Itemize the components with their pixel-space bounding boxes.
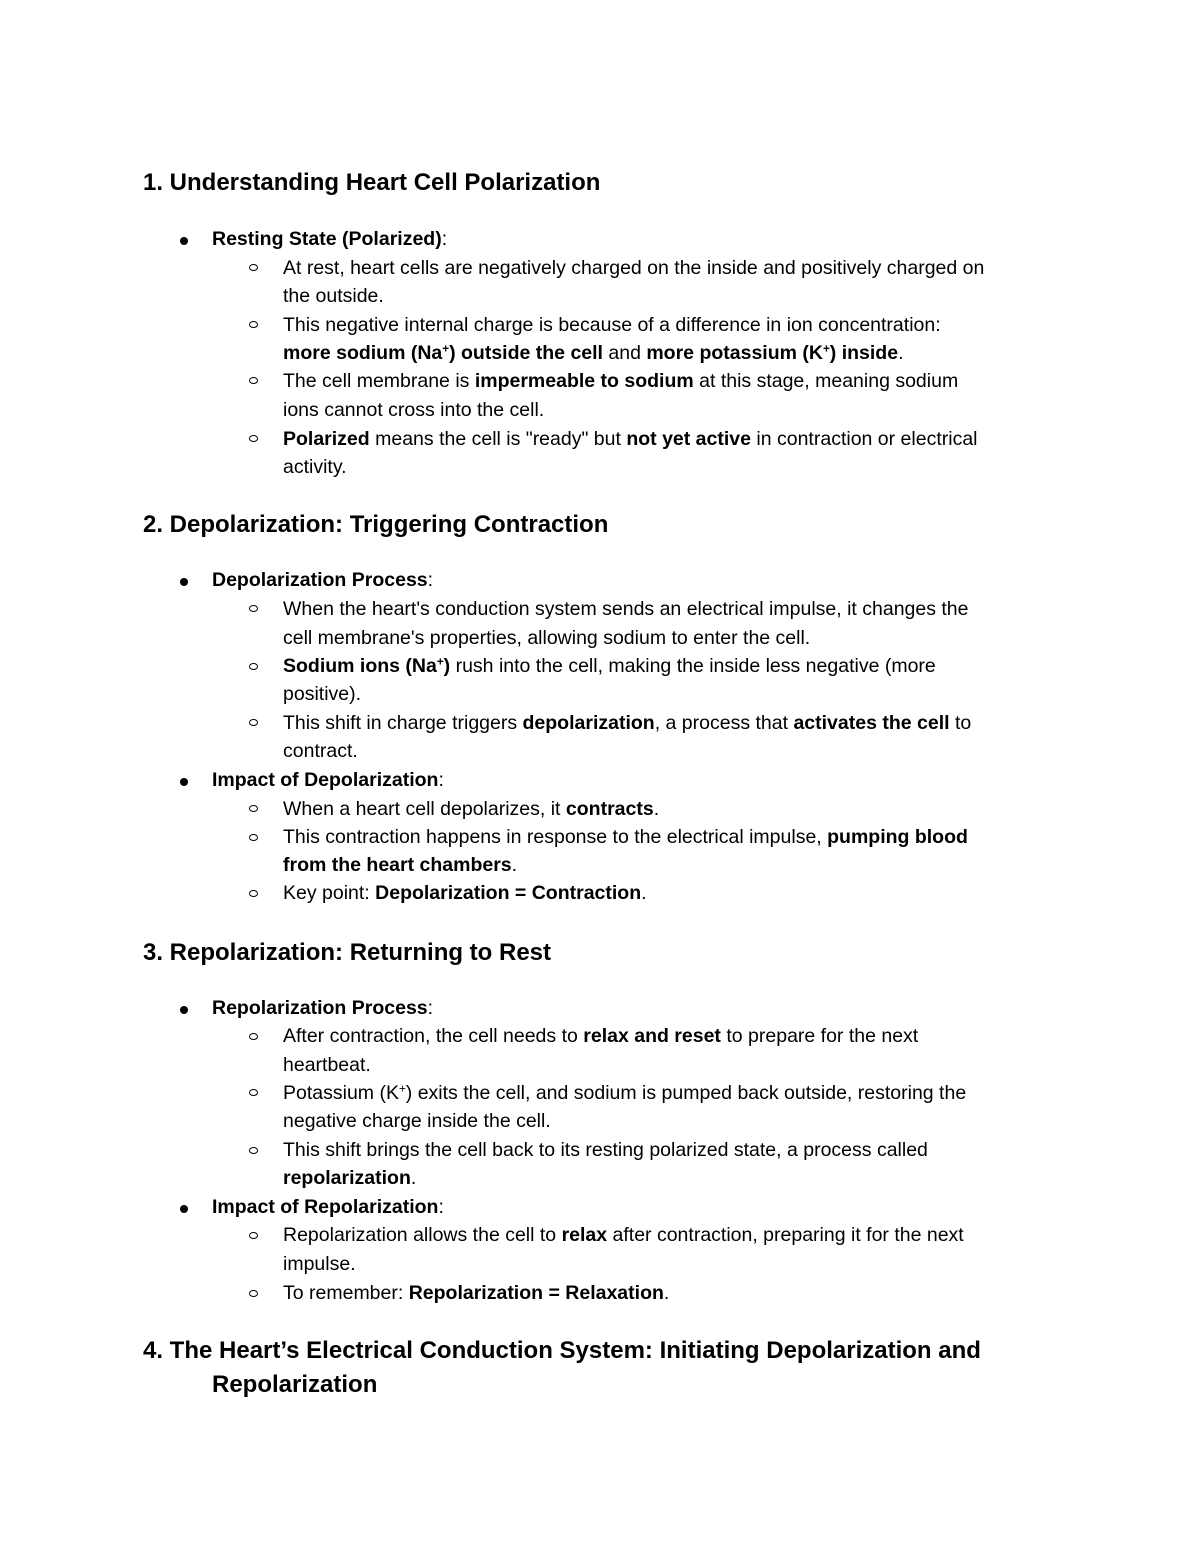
list-item: Key point: Depolarization = Contraction.	[283, 882, 647, 904]
bullet-icon	[180, 778, 188, 786]
circle-bullet-icon	[249, 264, 258, 271]
group-title: Resting State (Polarized):	[212, 228, 448, 250]
bullet-icon	[180, 1205, 188, 1213]
section-1-heading: 1. Understanding Heart Cell Polarization	[143, 169, 601, 196]
group-title: Impact of Repolarization:	[212, 1196, 444, 1218]
bullet-icon	[180, 237, 188, 245]
list-item-cont: the outside.	[283, 285, 384, 307]
circle-bullet-icon	[249, 663, 258, 670]
list-item-cont: cell membrane's properties, allowing sodium to enter the cell.	[283, 627, 811, 649]
section-2-heading: 2. Depolarization: Triggering Contraction	[143, 511, 609, 538]
list-item-cont: from the heart chambers.	[283, 854, 518, 876]
list-item: Potassium (K+) exits the cell, and sodium is pumped back outside, restoring the	[283, 1082, 967, 1104]
list-item: When the heart's conduction system sends an electrical impulse, it changes the	[283, 598, 969, 620]
group-title: Impact of Depolarization:	[212, 769, 444, 791]
list-item-cont: heartbeat.	[283, 1054, 371, 1076]
bullet-icon	[180, 1006, 188, 1014]
list-item-cont: activity.	[283, 456, 347, 478]
list-item: Polarized means the cell is "ready" but not yet active in contraction or electrical	[283, 428, 978, 450]
list-item-cont: contract.	[283, 740, 358, 762]
bullet-icon	[180, 578, 188, 586]
list-item-cont: repolarization.	[283, 1167, 417, 1189]
circle-bullet-icon	[249, 719, 258, 726]
list-item-cont: more sodium (Na+) outside the cell and more potassium (K+) inside.	[283, 342, 904, 364]
circle-bullet-icon	[249, 1147, 258, 1154]
group-title: Repolarization Process:	[212, 997, 434, 1019]
section-3-heading: 3. Repolarization: Returning to Rest	[143, 939, 552, 966]
list-item-cont: ions cannot cross into the cell.	[283, 399, 545, 421]
list-item: This negative internal charge is because of a difference in ion concentration:	[283, 314, 941, 336]
circle-bullet-icon	[249, 834, 258, 841]
circle-bullet-icon	[249, 1089, 258, 1096]
list-item: This contraction happens in response to the electrical impulse, pumping blood	[283, 826, 968, 848]
circle-bullet-icon	[249, 805, 258, 812]
list-item: Sodium ions (Na+) rush into the cell, making the inside less negative (more	[283, 655, 936, 677]
list-item-cont: impulse.	[283, 1253, 356, 1275]
section-4-heading-line1: 4. The Heart’s Electrical Conduction System: Initiating Depolarization and	[143, 1337, 981, 1364]
circle-bullet-icon	[249, 1232, 258, 1239]
list-item-cont: negative charge inside the cell.	[283, 1110, 551, 1132]
list-item: At rest, heart cells are negatively charged on the inside and positively charged on	[283, 257, 985, 279]
list-item: This shift brings the cell back to its resting polarized state, a process called	[283, 1139, 928, 1161]
circle-bullet-icon	[249, 890, 258, 897]
list-item: Repolarization allows the cell to relax after contraction, preparing it for the next	[283, 1224, 964, 1246]
circle-bullet-icon	[249, 605, 258, 612]
circle-bullet-icon	[249, 1033, 258, 1040]
list-item: The cell membrane is impermeable to sodium at this stage, meaning sodium	[283, 370, 959, 392]
section-4-heading-line2: Repolarization	[212, 1371, 378, 1398]
group-title: Depolarization Process:	[212, 569, 434, 591]
circle-bullet-icon	[249, 377, 258, 384]
section-4-heading	[143, 1334, 981, 1402]
circle-bullet-icon	[249, 1290, 258, 1297]
list-item: To remember: Repolarization = Relaxation.	[283, 1282, 670, 1304]
list-item: When a heart cell depolarizes, it contracts.	[283, 798, 660, 820]
list-item: After contraction, the cell needs to relax and reset to prepare for the next	[283, 1025, 919, 1047]
circle-bullet-icon	[249, 321, 258, 328]
circle-bullet-icon	[249, 435, 258, 442]
list-item: This shift in charge triggers depolarization, a process that activates the cell to	[283, 712, 972, 734]
list-item-cont: positive).	[283, 683, 362, 705]
